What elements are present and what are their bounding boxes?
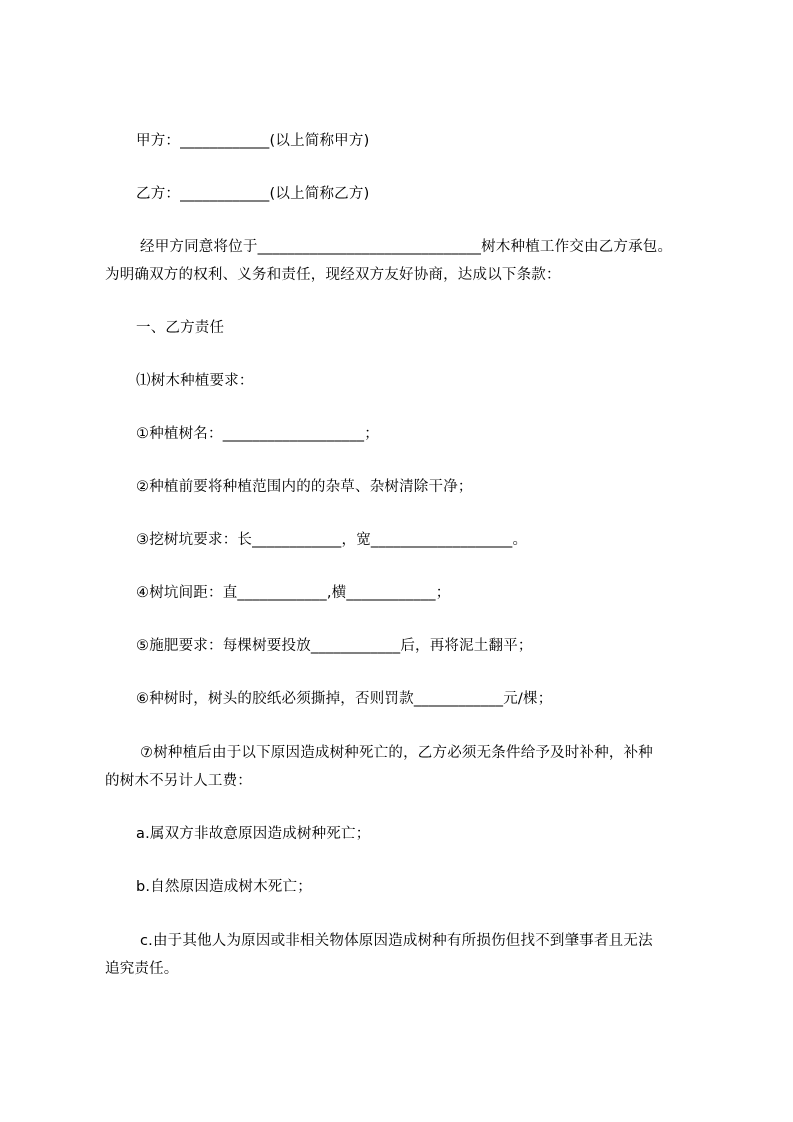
item-3-post: 。 xyxy=(512,532,528,548)
cause-a-line: a.属双方非故意原因造成树种死亡； xyxy=(136,826,371,842)
item-6-line xyxy=(136,689,552,709)
item-4-pre: ④树坑间距：直 xyxy=(136,585,238,601)
item-5-line xyxy=(136,636,533,656)
cause-c-line-2: 追究责任。 xyxy=(105,961,179,977)
item-6-fine-blank: ____________ xyxy=(413,691,504,707)
item-5-pre: ⑤施肥要求：每棵树要投放 xyxy=(136,638,311,654)
item-4-vertical-blank: ____________ xyxy=(237,585,327,601)
item-4-mid: ,横 xyxy=(326,585,347,601)
party-a-note: (以上简称甲方) xyxy=(269,133,370,149)
item-3-line xyxy=(136,530,527,550)
intro-line-2: 为明确双方的权利、义务和责任，现经双方友好协商，达成以下条款： xyxy=(105,267,561,283)
item-7-line-1: ⑦树种植后由于以下原因造成树种死亡的，乙方必须无条件给予及时补种，补种 xyxy=(140,745,653,761)
intro-line-1 xyxy=(140,237,672,257)
item-4-line xyxy=(136,583,450,603)
cause-b-line: b.自然原因造成树木死亡； xyxy=(136,879,312,895)
item-6-pre: ⑥种树时，树头的胶纸必须撕掉，否则罚款 xyxy=(136,691,414,707)
item-4-post: ； xyxy=(435,585,451,601)
party-b-line xyxy=(136,184,369,204)
intro-location-blank: ______________________________ xyxy=(257,239,482,255)
party-a-line xyxy=(136,131,369,151)
item-3-mid: ，宽 xyxy=(341,532,371,548)
cause-c-line-1: c.由于其他人为原因或非相关物体原因造成树种有所损伤但找不到肇事者且无法 xyxy=(140,933,653,949)
party-a-label: 甲方： xyxy=(136,133,181,149)
item-2-line: ②种植前要将种植范围内的的杂草、杂树清除干净； xyxy=(136,479,473,495)
item-3-pre: ③挖树坑要求：长 xyxy=(136,532,253,548)
subsection-1-title: ⑴树木种植要求： xyxy=(136,373,254,389)
item-1-blank: ___________________ xyxy=(222,426,365,442)
item-1-pre: ①种植树名： xyxy=(136,426,223,442)
party-b-note: (以上简称乙方) xyxy=(269,186,370,202)
item-1-line xyxy=(136,424,379,444)
section-1-title: 一、乙方责任 xyxy=(136,320,225,336)
intro-post: 树木种植工作交由乙方承包。 xyxy=(481,239,673,255)
item-5-post: 后，再将泥土翻平； xyxy=(400,638,533,654)
item-3-width-blank: ___________________ xyxy=(370,532,513,548)
item-4-horizontal-blank: ____________ xyxy=(346,585,436,601)
item-3-length-blank: ____________ xyxy=(252,532,342,548)
party-b-blank: ____________ xyxy=(180,186,270,202)
item-7-line-2: 的树木不另计人工费： xyxy=(105,773,252,789)
intro-pre: 经甲方同意将位于 xyxy=(140,239,258,255)
party-a-blank: ____________ xyxy=(180,133,270,149)
item-6-post: 元/棵； xyxy=(503,691,553,707)
item-5-blank: ____________ xyxy=(310,638,401,654)
party-b-label: 乙方： xyxy=(136,186,181,202)
item-1-post: ； xyxy=(364,426,379,442)
